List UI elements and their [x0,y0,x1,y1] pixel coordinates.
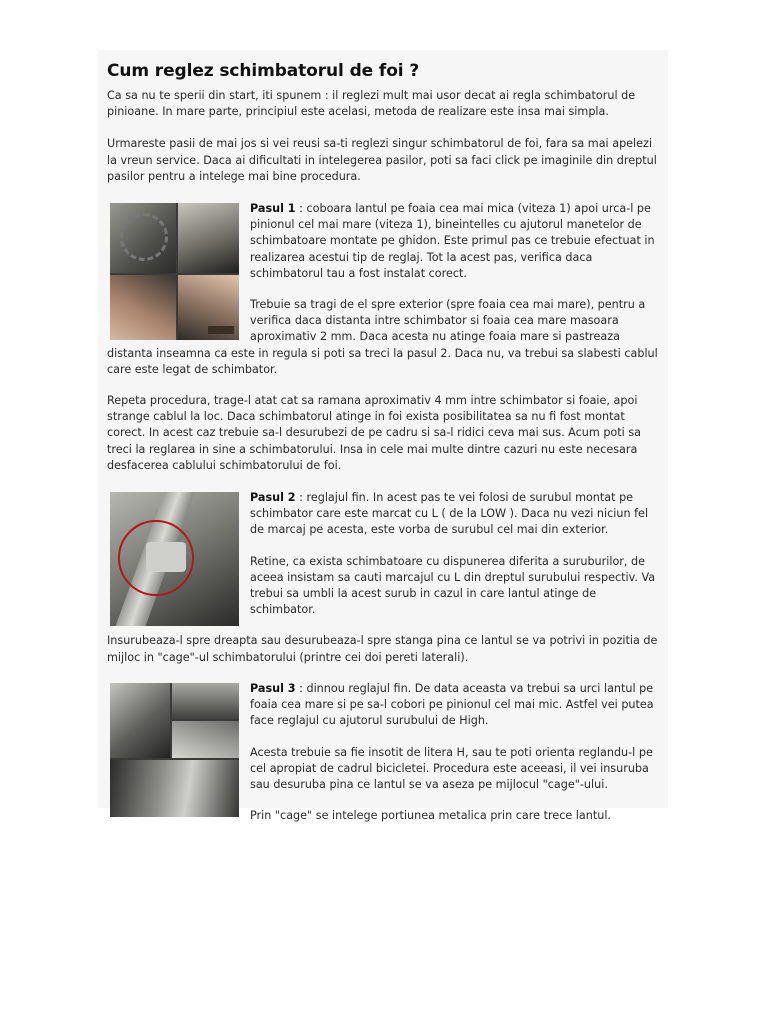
step-1-text-3: Repeta procedura, trage-l atat cat sa ramana aproximativ 4 mm intre schimbator si foaie, apoi strange cablul la loc. Daca schimbatorul atinge in foi exista posibilitatea sa nu fi fost montat corect. In acest caz trebuie sa-l desurubezi de pe cadru si sa-l ridici ceva mai sus. Acum poti sa treci la reglarea in sine a schimbatorului. Insa in cele mai multe dintre cazuri nu este necesara desfacerea cablului schimbatorului de foi. [107,394,642,472]
step-2-text-3: Insurubeaza-l spre dreapta sau desurubeaza-l spre stanga pina ce lantul se va potrivi in pozitia de mijloc in "cage"-ul schimbatorului (printre cei doi pereti laterali). [107,634,658,664]
step-1-text-2: Trebuie sa tragi de el spre exterior (spre foaia cea mai mare), pentru a verifica daca distanta intre schimbator si foaia cea mare masoara aproximativ 2 mm. Daca acesta nu atinge foaia mare si pastreaza distanta inseamna ca este in regula si poti sa treci la pasul 2. Daca nu, va trebui sa slabesti cablul care este legat de schimbator. [107,298,658,376]
page-title: Cum reglez schimbatorul de foi ? [107,61,420,81]
step-3-text-1: : dinnou reglajul fin. De data aceasta va trebui sa urci lantul pe foaia cea mare si pe sa-l cobori pe pinionul cel mai mic. Astfel vei putea face reglajul cu ajutorul surubului de High. [250,681,654,728]
derailleur-high-screw-collage-icon[interactable] [110,683,239,817]
intro-paragraph-2: Urmareste pasii de mai jos si vei reusi sa-ti reglezi singur schimbatorul de foi, fara sa mai apelezi la vreun service. Daca ai dificultati in intelegerea pasilor, poti sa faci click pe imaginile din dreptul pasilor pentru a intelege mai bine procedura. [107,137,657,183]
step-3-text-3: Prin "cage" se intelege portiunea metalica prin care trece lantul. [250,809,611,823]
step-3 [107,681,659,839]
step-2-label: Pasul 2 [250,491,296,505]
step-3-text-2: Acesta trebuie sa fie insotit de litera H, sau te poti orienta reglandu-l pe cel apropiat de cadrul bicicletei. Procedura este aceeasi, il vei insuruba sau desuruba pina ce lantul se va aseza pe mijlocul "cage"-ului. [250,745,653,791]
derailleur-photo-collage-icon[interactable] [110,203,239,340]
intro-paragraph-1: Ca sa nu te sperii din start, iti spunem : il reglezi mult mai usor decat ai regla schimbatorul de pinioane. In mare parte, principiul este acelasi, metoda de realizare este insa mai simpla. [107,89,636,119]
step-2 [107,490,659,681]
article [107,60,659,839]
step-2-text-2: Retine, ca exista schimbatoare cu dispunerea diferita a suruburilor, de aceea insistam sa cauti marcajul cu L din dreptul surubului respectiv. Va trebui sa umbli la acest surub in cazul in care lantul atinge de schimbator. [250,554,656,617]
step-1-label: Pasul 1 [250,202,296,216]
step-1 [107,201,659,393]
step-2-text-1: : reglajul fin. In acest pas te vei folosi de surubul montat pe schimbator care este marcat cu L ( de la LOW ). Daca nu vezi niciun fel de marcaj pe acesta, este vorba de surubul cel mai din exterior. [250,491,649,537]
step-1-text-1: : coboara lantul pe foaia cea mai mica (viteza 1) apoi urca-l pe pinionul cel mai mare (viteza 1), bineintelles cu ajutorul manetelor de schimbatoare montate pe ghidon. Este primul pas ce trebuie efectuat in realizarea acestui tip de reglaj. Tot la acest pas, verifica daca schimbatorul tau a fost instalat corect. [250,202,655,280]
step-3-label: Pasul 3 [250,681,296,695]
derailleur-low-screw-photo-icon[interactable] [110,492,239,626]
